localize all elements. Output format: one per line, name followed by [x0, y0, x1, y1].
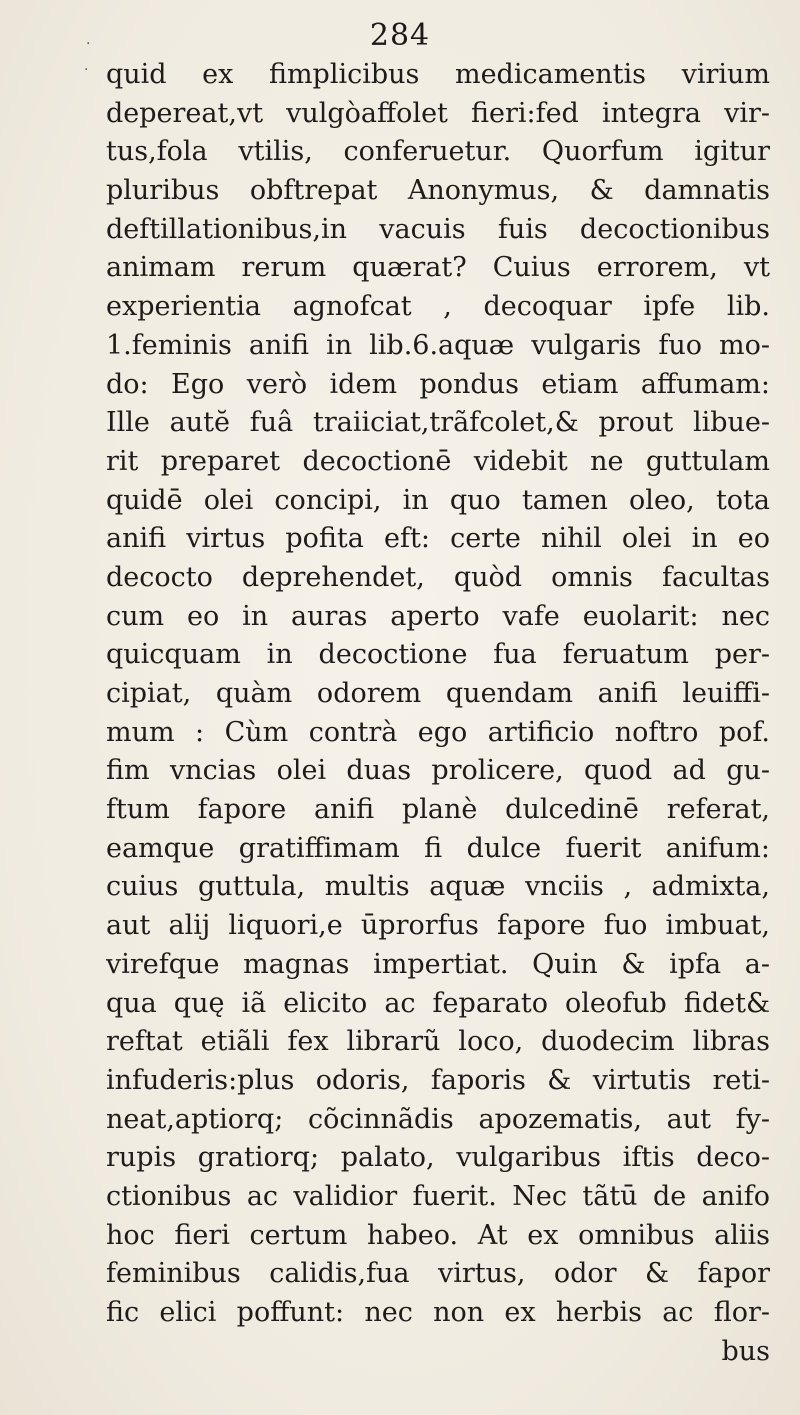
text-line: quidē olei concipi, in quo tamen oleo, tota [106, 484, 770, 516]
text-line: ctionibus ac validior fuerit. Nec tãtū de anifo [106, 1180, 770, 1212]
text-line: neat,aptiorq; cõcinnãdis apozematis, aut fy- [106, 1103, 770, 1135]
text-line: rupis gratiorq; palato, vulgaribus iftis deco- [106, 1142, 770, 1174]
text-line: fim vncias olei duas prolicere, quod ad gu- [106, 755, 770, 787]
text-line: cuius guttula, multis aquæ vnciis , admixta, [106, 871, 770, 903]
text-line: quicquam in decoctione fua feruatum per- [106, 639, 770, 671]
text-line: 1.feminis anifi in lib.6.aquæ vulgaris fuo mo- [106, 329, 770, 361]
text-line: Ille autĕ fuâ traiiciat,trãfcolet,& prout libue- [106, 407, 770, 439]
text-line: ftum fapore anifi planè dulcedinē referat, [106, 794, 770, 826]
text-line: experientia agnofcat , decoquar ipfe lib. [106, 291, 770, 323]
text-line: do: Ego verò idem pondus etiam affumam: [106, 368, 770, 400]
text-line: qua quę iã elicito ac feparato oleofub fidet& [106, 987, 770, 1019]
text-line: infuderis:plus odoris, faporis & virtutis reti- [106, 1064, 770, 1096]
text-line: virefque magnas impertiat. Quin & ipfa a- [106, 948, 770, 980]
text-line: quid ex fimplicibus medicamentis virium [106, 59, 770, 90]
text-line: aut alij liquori,e ūprorfus fapore fuo imbuat, [106, 910, 770, 942]
text-line: feminibus calidis,fua virtus, odor & fapor [106, 1258, 770, 1290]
text-line: deftillationibus,in vacuis fuis decoctionibus [106, 213, 770, 245]
page-body-text [106, 56, 770, 1371]
text-line: mum : Cùm contrà ego artificio noftro pof. [106, 716, 770, 748]
text-line: animam rerum quærat? Cuius errorem, vt [106, 252, 770, 284]
page-number: 284 [369, 18, 431, 53]
ink-speck: · [84, 62, 89, 78]
text-line: reftat etiãli fex librarũ loco, duodecim libras [106, 1026, 770, 1058]
text-line: cipiat, quàm odorem quendam anifi leuiffi- [106, 678, 770, 709]
text-line: fic elici poffunt: nec non ex herbis ac flor- [106, 1297, 770, 1328]
text-line: anifi virtus pofita eft: certe nihil olei in eo [106, 523, 770, 555]
text-line: tus,fola vtilis, conferuetur. Quorfum igitur [106, 136, 770, 168]
text-line: pluribus obftrepat Anonymus, & damnatis [106, 175, 770, 207]
text-line: depereat,vt vulgòaffolet fieri:fed integra vir- [106, 97, 770, 129]
text-line: hoc fieri certum habeo. At ex omnibus aliis [106, 1219, 770, 1251]
text-line: cum eo in auras aperto vafe euolarit: nec [106, 600, 770, 632]
text-line: bus [721, 1335, 770, 1367]
ink-speck: · [86, 36, 91, 52]
text-line: rit preparet decoctionē videbit ne guttulam [106, 445, 770, 477]
text-line: decocto deprehendet, quòd omnis facultas [106, 561, 770, 593]
text-line: eamque gratiffimam fi dulce fuerit anifum: [106, 832, 770, 864]
